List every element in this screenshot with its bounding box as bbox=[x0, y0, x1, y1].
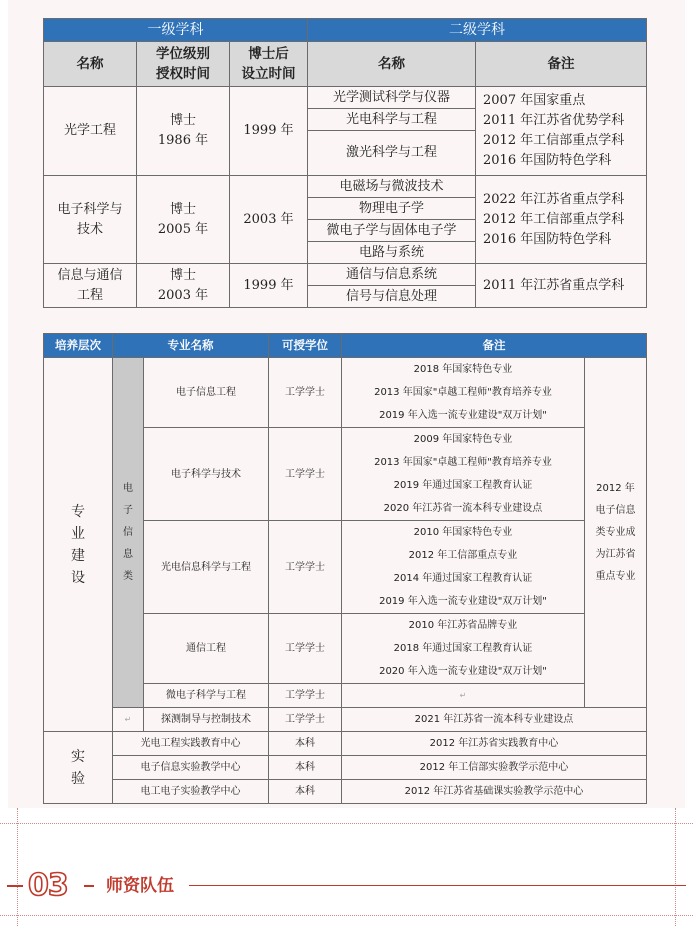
category-char: 息 bbox=[123, 548, 133, 560]
major-name: 微电子科学与工程 bbox=[144, 684, 269, 708]
sub-discipline: 电磁场与微波技术 bbox=[308, 176, 476, 198]
sub-discipline: 激光科学与工程 bbox=[308, 131, 476, 176]
discipline-table bbox=[43, 18, 647, 308]
category-note-line: 为江苏省 bbox=[595, 548, 636, 560]
lab-degree: 本科 bbox=[269, 732, 342, 756]
margin-guide bbox=[17, 808, 18, 926]
major-name: 电子信息工程 bbox=[144, 358, 269, 428]
remark-line: 2011 年江苏省重点学科 bbox=[483, 277, 625, 293]
degree-line: 2005 年 bbox=[157, 221, 209, 237]
major-notes bbox=[342, 358, 585, 428]
discipline-name-line: 电子科学与 bbox=[57, 201, 123, 217]
major-degree: 工学学士 bbox=[269, 358, 342, 428]
lab-degree: 本科 bbox=[269, 780, 342, 804]
level-char: 建 bbox=[71, 547, 85, 564]
remark-line: 2011 年江苏省优势学科 bbox=[483, 113, 625, 128]
category-char: 类 bbox=[123, 570, 133, 582]
note-line: 2010 年江苏省品牌专业 bbox=[408, 620, 518, 631]
discipline-name bbox=[44, 176, 137, 264]
note-line: 2020 年入选一流专业建设"双万计划" bbox=[379, 666, 547, 677]
note-line: 2019 年通过国家工程教育认证 bbox=[393, 480, 533, 491]
major-degree: 工学学士 bbox=[269, 428, 342, 521]
header-primary-discipline: 一级学科 bbox=[44, 19, 308, 42]
degree-line: 1986 年 bbox=[157, 133, 209, 148]
category-note-line: 电子信息 bbox=[595, 504, 636, 516]
col-header-level: 培养层次 bbox=[44, 334, 113, 358]
section-number: 03 bbox=[28, 868, 68, 903]
major-name: 探测制导与控制技术 bbox=[144, 708, 269, 732]
lab-name: 电工电子实验教学中心 bbox=[113, 780, 269, 804]
category-note-line: 重点专业 bbox=[595, 570, 636, 582]
section-dash bbox=[7, 885, 23, 887]
level-char: 设 bbox=[71, 569, 85, 586]
sub-discipline: 通信与信息系统 bbox=[308, 264, 476, 286]
header-secondary-discipline: 二级学科 bbox=[308, 19, 647, 42]
major-degree: 工学学士 bbox=[269, 614, 342, 684]
category-char: 电 bbox=[123, 482, 133, 494]
level-char: 专 bbox=[71, 503, 85, 520]
margin-guide bbox=[0, 915, 693, 916]
remarks bbox=[476, 176, 647, 264]
col-header-major: 专业名称 bbox=[113, 334, 269, 358]
remarks bbox=[476, 264, 647, 308]
section-dash bbox=[84, 885, 94, 887]
major-table bbox=[43, 333, 647, 804]
note-line: 2019 年入选一流专业建设"双万计划" bbox=[379, 410, 547, 421]
section-rule bbox=[189, 885, 686, 886]
col-header-postdoc bbox=[230, 42, 308, 87]
category-empty bbox=[113, 708, 144, 732]
empty-cell-mark: ↵ bbox=[459, 691, 467, 700]
lab-note: 2012 年江苏省基础课实验教学示范中心 bbox=[342, 780, 647, 804]
col-header-notes: 备注 bbox=[342, 334, 647, 358]
discipline-name-line: 光学工程 bbox=[63, 123, 116, 138]
major-notes: 2021 年江苏省一流本科专业建设点 bbox=[342, 708, 647, 732]
lab-degree: 本科 bbox=[269, 756, 342, 780]
level-char: 实 bbox=[71, 748, 85, 765]
degree-time bbox=[137, 176, 230, 264]
sub-discipline: 电路与系统 bbox=[308, 242, 476, 264]
col-header-postdoc-line: 设立时间 bbox=[241, 66, 296, 82]
postdoc-time: 2003 年 bbox=[230, 176, 308, 264]
major-degree: 工学学士 bbox=[269, 708, 342, 732]
note-line: 2020 年江苏省一流本科专业建设点 bbox=[383, 503, 543, 514]
category-note bbox=[585, 358, 647, 708]
note-line: 2010 年国家特色专业 bbox=[413, 527, 513, 538]
level-major bbox=[44, 358, 113, 732]
level-char: 业 bbox=[71, 525, 85, 542]
major-notes bbox=[342, 428, 585, 521]
remark-line: 2022 年江苏省重点学科 bbox=[483, 191, 625, 207]
col-header-degree-line: 学位级别 bbox=[156, 46, 210, 62]
note-line: 2009 年国家特色专业 bbox=[413, 434, 513, 445]
col-header-degree-line: 授权时间 bbox=[156, 66, 210, 82]
margin-guide bbox=[675, 808, 676, 926]
category-char: 子 bbox=[123, 504, 133, 516]
lab-note: 2012 年工信部实验教学示范中心 bbox=[342, 756, 647, 780]
note-line: 2018 年国家特色专业 bbox=[413, 364, 513, 375]
remarks bbox=[476, 87, 647, 176]
degree-line: 博士 bbox=[169, 267, 196, 283]
category-char: 信 bbox=[123, 526, 133, 538]
margin-guide bbox=[0, 823, 693, 824]
col-header-degree: 可授学位 bbox=[269, 334, 342, 358]
level-lab bbox=[44, 732, 113, 804]
major-degree: 工学学士 bbox=[269, 684, 342, 708]
degree-line: 博士 bbox=[169, 201, 196, 217]
postdoc-time: 1999 年 bbox=[230, 264, 308, 308]
degree-time bbox=[137, 87, 230, 176]
remark-line: 2016 年国防特色学科 bbox=[483, 231, 612, 247]
discipline-name-line: 工程 bbox=[76, 287, 103, 303]
discipline-name bbox=[44, 87, 137, 176]
degree-line: 博士 bbox=[169, 113, 196, 128]
note-line: 2012 年工信部重点专业 bbox=[408, 550, 518, 561]
col-header-remarks: 备注 bbox=[476, 42, 647, 87]
note-line: 2019 年入选一流专业建设"双万计划" bbox=[379, 596, 547, 607]
discipline-name bbox=[44, 264, 137, 308]
lab-name: 光电工程实践教育中心 bbox=[113, 732, 269, 756]
col-header-name: 名称 bbox=[44, 42, 137, 87]
postdoc-time: 1999 年 bbox=[230, 87, 308, 176]
major-degree: 工学学士 bbox=[269, 521, 342, 614]
discipline-name-line: 技术 bbox=[76, 221, 103, 237]
category-electronic-info bbox=[113, 358, 144, 708]
lab-name: 电子信息实验教学中心 bbox=[113, 756, 269, 780]
degree-time bbox=[137, 264, 230, 308]
remark-line: 2007 年国家重点 bbox=[483, 93, 586, 108]
level-char: 验 bbox=[71, 770, 85, 787]
major-name: 电子科学与技术 bbox=[144, 428, 269, 521]
degree-line: 2003 年 bbox=[157, 287, 209, 303]
major-name: 通信工程 bbox=[144, 614, 269, 684]
note-line: 2018 年通过国家工程教育认证 bbox=[393, 643, 533, 654]
col-header-postdoc-line: 博士后 bbox=[248, 46, 289, 62]
note-line: 2014 年通过国家工程教育认证 bbox=[393, 573, 533, 584]
sub-discipline: 信号与信息处理 bbox=[308, 286, 476, 308]
major-notes bbox=[342, 614, 585, 684]
sub-discipline: 光学测试科学与仪器 bbox=[308, 87, 476, 109]
section-title: 师资队伍 bbox=[106, 876, 174, 896]
note-line: 2013 年国家"卓越工程师"教育培养专业 bbox=[374, 387, 552, 398]
category-note-line: 2012 年 bbox=[596, 482, 635, 494]
remark-line: 2012 年工信部重点学科 bbox=[483, 211, 625, 227]
col-header-degree bbox=[137, 42, 230, 87]
col-header-sub-name: 名称 bbox=[308, 42, 476, 87]
lab-note: 2012 年江苏省实践教育中心 bbox=[342, 732, 647, 756]
major-notes bbox=[342, 521, 585, 614]
remark-line: 2016 年国防特色学科 bbox=[483, 153, 612, 168]
major-name: 光电信息科学与工程 bbox=[144, 521, 269, 614]
category-note-line: 类专业成 bbox=[595, 526, 636, 538]
sub-discipline: 物理电子学 bbox=[308, 198, 476, 220]
sub-discipline: 光电科学与工程 bbox=[308, 109, 476, 131]
discipline-name-line: 信息与通信 bbox=[57, 267, 123, 283]
empty-cell-mark: ↵ bbox=[124, 715, 132, 724]
note-line: 2013 年国家"卓越工程师"教育培养专业 bbox=[374, 457, 552, 468]
sub-discipline: 微电子学与固体电子学 bbox=[308, 220, 476, 242]
major-notes bbox=[342, 684, 585, 708]
remark-line: 2012 年工信部重点学科 bbox=[483, 133, 625, 148]
section-header bbox=[0, 868, 693, 904]
